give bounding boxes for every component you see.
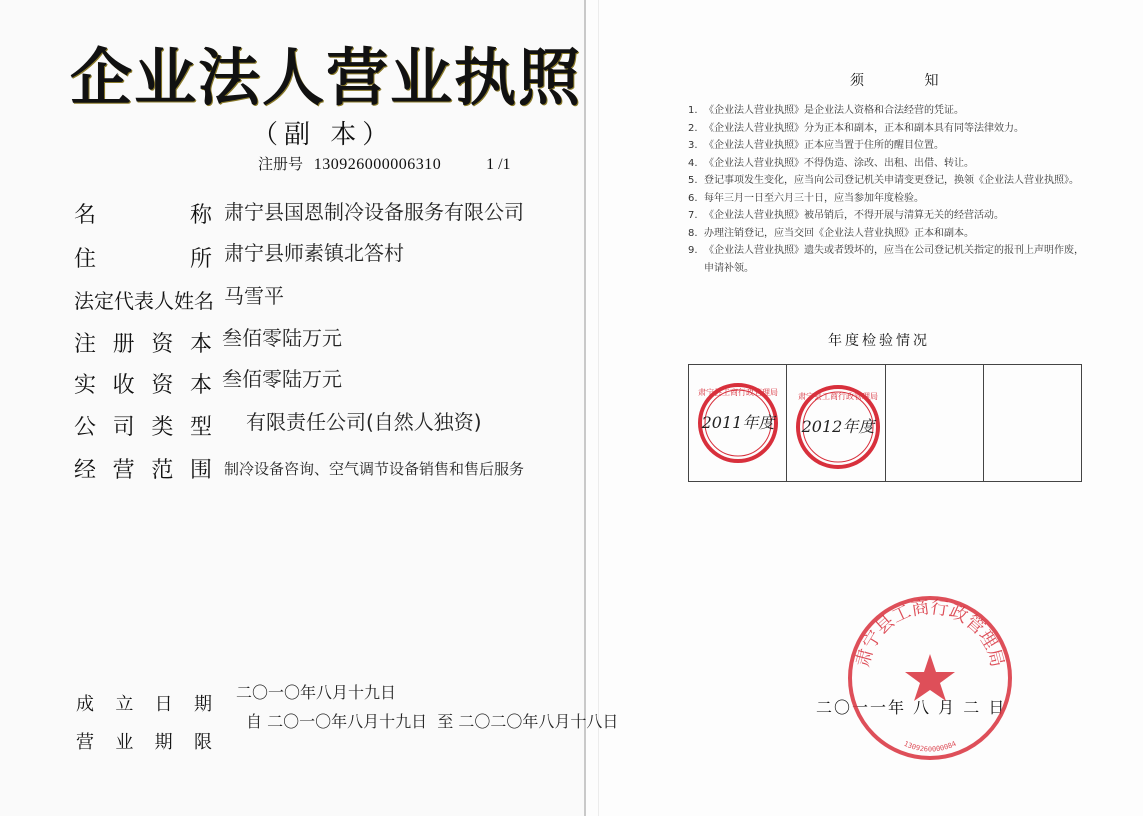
notice-item: 6. 每年三月一日至六月三十日，应当参加年度检验。 xyxy=(688,192,924,204)
registration-number: 130926000006310 xyxy=(313,156,442,173)
notice-item: 1. 《企业法人营业执照》是企业法人资格和合法经营的凭证。 xyxy=(688,105,964,116)
seal-code: 1309260000084 xyxy=(902,739,958,754)
field-label-name: 名 称 xyxy=(74,203,212,228)
official-seal xyxy=(844,592,1016,764)
field-label-legal-rep: 法定代表人姓名 xyxy=(74,289,214,313)
license-title: 企业法人营业执照 xyxy=(70,41,583,114)
page-number: 1 /1 xyxy=(486,156,511,173)
registration-label: 注册号 xyxy=(258,155,304,173)
notice-item: 3. 《企业法人营业执照》正本应当置于住所的醒目位置。 xyxy=(688,140,944,151)
term-value: 自 二〇一〇年八月十九日 至 二〇二〇年八月十八日 xyxy=(246,712,619,731)
svg-text:肃宁县工商行政管理局: 肃宁县工商行政管理局 xyxy=(798,392,879,401)
registration-line xyxy=(258,153,511,174)
notice-item: 5. 登记事项发生变化，应当向公司登记机关申请变更登记，换领《企业法人营业执照》。 xyxy=(688,175,1079,186)
notice-item: 7. 《企业法人营业执照》被吊销后，不得开展与清算无关的经营活动。 xyxy=(688,210,1004,221)
svg-text:肃宁县工商行政管理局: 肃宁县工商行政管理局 xyxy=(698,388,778,397)
page-fold xyxy=(584,0,586,816)
issue-date: 二〇一一年 八 月 二 日 xyxy=(816,698,1007,717)
notice-item: 8. 办理注销登记，应当交回《企业法人营业执照》正本和副本。 xyxy=(688,227,974,239)
inspection-stamp xyxy=(693,371,783,475)
established-value: 二〇一〇年八月十九日 xyxy=(236,683,397,702)
inspection-cell xyxy=(689,365,787,481)
field-label-business-scope: 经 营 范 围 xyxy=(74,458,212,483)
field-value-business-scope: 制冷设备咨询、空气调节设备销售和售后服务 xyxy=(224,460,525,478)
inspection-cell-empty xyxy=(984,365,1081,481)
notice-list xyxy=(688,102,1088,277)
field-label-company-type: 公 司 类 型 xyxy=(74,415,212,440)
license-subtitle: （副 本） xyxy=(252,120,395,150)
term-label: 营 业 期 限 xyxy=(76,732,212,753)
seal-text: 肃宁县工商行政管理局 xyxy=(852,596,1008,670)
seal-star-icon xyxy=(905,654,955,701)
field-label-paid-capital: 实 收 资 本 xyxy=(74,373,212,398)
field-value-paid-capital: 叁佰零陆万元 xyxy=(222,367,342,391)
field-label-address: 住 所 xyxy=(74,247,212,272)
svg-text:2012年度: 2012年度 xyxy=(801,417,875,436)
notice-title: 须 知 xyxy=(850,73,967,89)
inspection-cell-empty xyxy=(886,365,984,481)
inspection-stamp xyxy=(791,371,881,475)
inspection-title: 年度检验情况 xyxy=(828,333,930,349)
svg-text:2011年度: 2011年度 xyxy=(701,413,775,432)
field-value-registered-capital: 叁佰零陆万元 xyxy=(222,326,342,350)
page-fold-shadow xyxy=(598,0,599,816)
inspection-grid xyxy=(688,364,1082,482)
inspection-cell xyxy=(787,365,885,481)
notice-item: 2. 《企业法人营业执照》分为正本和副本，正本和副本具有同等法律效力。 xyxy=(688,122,1024,134)
notice-item: 4. 《企业法人营业执照》不得伪造、涂改、出租、出借、转让。 xyxy=(688,157,974,169)
field-value-company-type: 有限责任公司(自然人独资) xyxy=(246,410,482,434)
field-label-registered-capital: 注 册 资 本 xyxy=(74,332,212,357)
field-value-name: 肃宁县国恩制冷设备服务有限公司 xyxy=(224,200,524,224)
established-label: 成 立 日 期 xyxy=(76,694,212,715)
field-value-address: 肃宁县师素镇北答村 xyxy=(224,241,404,265)
field-value-legal-rep: 马雪平 xyxy=(224,284,284,308)
notice-item: 9. 《企业法人营业执照》遗失或者毁坏的，应当在公司登记机关指定的报刊上声明作废，申请补领。 xyxy=(688,245,1084,274)
